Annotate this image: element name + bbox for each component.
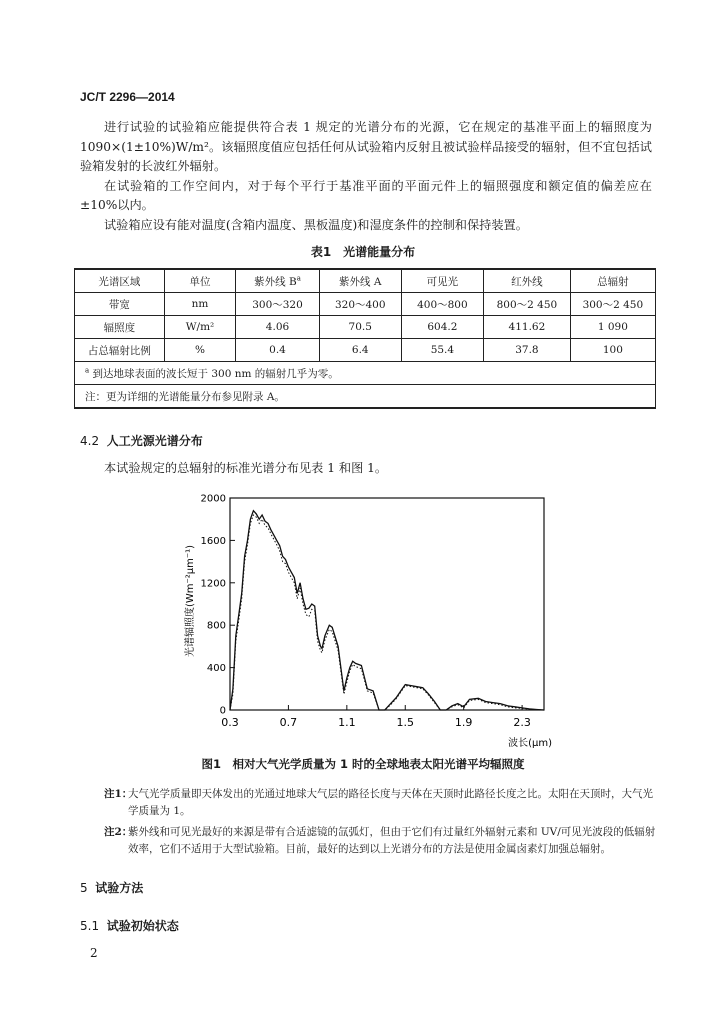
document-id: JC/T 2296—2014 [80, 90, 175, 104]
table-cell: 55.4 [401, 339, 483, 362]
footnote-mark: a [296, 274, 301, 282]
table-note: 注：更为详细的光谱能量分布参见附录 A。 [75, 385, 656, 409]
spectrum-line-solid [230, 511, 544, 710]
table-cell: 带宽 [75, 293, 165, 316]
note-text: 紫外线和可见光最好的来源是带有合适滤镜的氙弧灯，但由于它们有过量红外辐射元素和 UV/可见光波段的低辐射效率，它们不适用于大型试验箱。目前，最好的达到以上光谱分布的方法是使用金属卤素灯加强总辐射。 [128, 826, 656, 855]
note-2 [104, 824, 660, 858]
note-text: 大气光学质量即天体发出的光通过地球大气层的路径长度与天体在天顶时此路径长度之比。太阳在天顶时，大气光学质量为 1。 [128, 788, 653, 817]
table-footnote [75, 362, 656, 385]
table-footnote-row [75, 362, 656, 385]
intro-paragraph-3: 试验箱应设有能对温度(含箱内温度、黑板温度)和湿度条件的控制和保持装置。 [104, 217, 528, 232]
intro-paragraph-1: 进行试验的试验箱应能提供符合表 1 规定的光谱分布的光源，它在规定的基准平面上的辐照度为1090×(1±10%)W/m²。该辐照度值应包括任何从试验箱内反射且被试验样品接受的辐射，但不宜包括试验箱发射的长波红外辐射。 [80, 120, 652, 173]
page-number: 2 [90, 946, 98, 960]
table-cell: 100 [570, 339, 655, 362]
section-number: 5 [80, 881, 88, 895]
y-tick-label: 800 [206, 620, 226, 632]
table-cell: 400～800 [401, 293, 483, 316]
section-5-heading [80, 879, 143, 896]
section-title: 试验初始状态 [106, 919, 179, 933]
table-cell: 70.5 [319, 316, 401, 339]
footnote-text: 到达地球表面的波长短于 300 nm 的辐射几乎为零。 [92, 367, 339, 380]
note-1 [104, 786, 660, 820]
table-cell: 320～400 [319, 293, 401, 316]
table-cell: 300～2 450 [570, 293, 655, 316]
y-tick-label: 1600 [200, 535, 226, 547]
header-cell: 可见光 [401, 269, 483, 293]
y-axis-label: 光谱辐照度(Wm⁻²μm⁻¹) [185, 544, 196, 658]
spectrum-chart [180, 488, 560, 750]
section-title: 人工光源光谱分布 [106, 434, 203, 448]
table-row [75, 316, 656, 339]
header-uvb-label: 紫外线 B [254, 275, 297, 288]
table-cell: 占总辐射比例 [75, 339, 165, 362]
section-5-1-heading [80, 917, 179, 934]
header-cell [236, 269, 320, 293]
table-cell: W/m² [164, 316, 235, 339]
chart-frame [230, 498, 544, 710]
x-axis-label: 波长(μm) [508, 738, 552, 749]
table-cell: 6.4 [319, 339, 401, 362]
y-tick-label: 400 [206, 663, 226, 675]
table-cell: 604.2 [401, 316, 483, 339]
x-axis-ticks [221, 705, 531, 729]
y-tick-label: 1200 [200, 578, 226, 590]
spectrum-table [74, 268, 656, 409]
table-cell: 4.06 [236, 316, 320, 339]
x-tick-label: 1.9 [454, 716, 473, 729]
table-cell: 辐照度 [75, 316, 165, 339]
table-row [75, 339, 656, 362]
x-tick-label: 0.3 [221, 716, 239, 729]
figure-caption: 图1 相对大气光学质量为 1 时的全球地表太阳光谱平均辐照度 [201, 757, 525, 771]
section-number: 5.1 [80, 919, 100, 933]
section-number: 4.2 [80, 434, 100, 448]
header-cell: 总辐射 [570, 269, 655, 293]
x-tick-label: 0.7 [279, 716, 298, 729]
table-cell: 1 090 [570, 316, 655, 339]
intro-text [80, 118, 652, 235]
table-cell: 411.62 [484, 316, 571, 339]
table-note-row [75, 385, 656, 409]
header-cell: 单位 [164, 269, 235, 293]
section-title: 试验方法 [95, 881, 144, 895]
table-cell: 0.4 [236, 339, 320, 362]
table-header-row [75, 269, 656, 293]
header-cell: 光谱区域 [75, 269, 165, 293]
table-row [75, 293, 656, 316]
section-4-2-heading [80, 432, 203, 449]
section-4-2-text [80, 459, 652, 479]
x-tick-label: 1.5 [396, 716, 415, 729]
table-cell: 300～320 [236, 293, 320, 316]
x-tick-label: 2.3 [513, 716, 531, 729]
note-label: 注2： [104, 826, 133, 838]
header-cell: 紫外线 A [319, 269, 401, 293]
x-tick-label: 1.1 [338, 716, 356, 729]
table-cell: 37.8 [484, 339, 571, 362]
note-label: 注1： [104, 788, 133, 800]
y-tick-label: 0 [219, 705, 226, 717]
table-cell: % [164, 339, 235, 362]
table-cell: nm [164, 293, 235, 316]
footnote-mark: a [85, 366, 90, 374]
intro-paragraph-2: 在试验箱的工作空间内，对于每个平行于基准平面的平面元件上的辐照强度和额定值的偏差应在±10%以内。 [80, 178, 652, 212]
spectrum-line-dotted [230, 515, 544, 710]
table-title: 表1 光谱能量分布 [310, 245, 416, 259]
y-tick-label: 2000 [200, 493, 226, 505]
table-cell: 800～2 450 [484, 293, 571, 316]
figure-notes [104, 786, 660, 862]
header-cell: 红外线 [484, 269, 571, 293]
chart-series [230, 511, 544, 710]
section-4-2-paragraph: 本试验规定的总辐射的标准光谱分布见表 1 和图 1。 [104, 461, 388, 475]
